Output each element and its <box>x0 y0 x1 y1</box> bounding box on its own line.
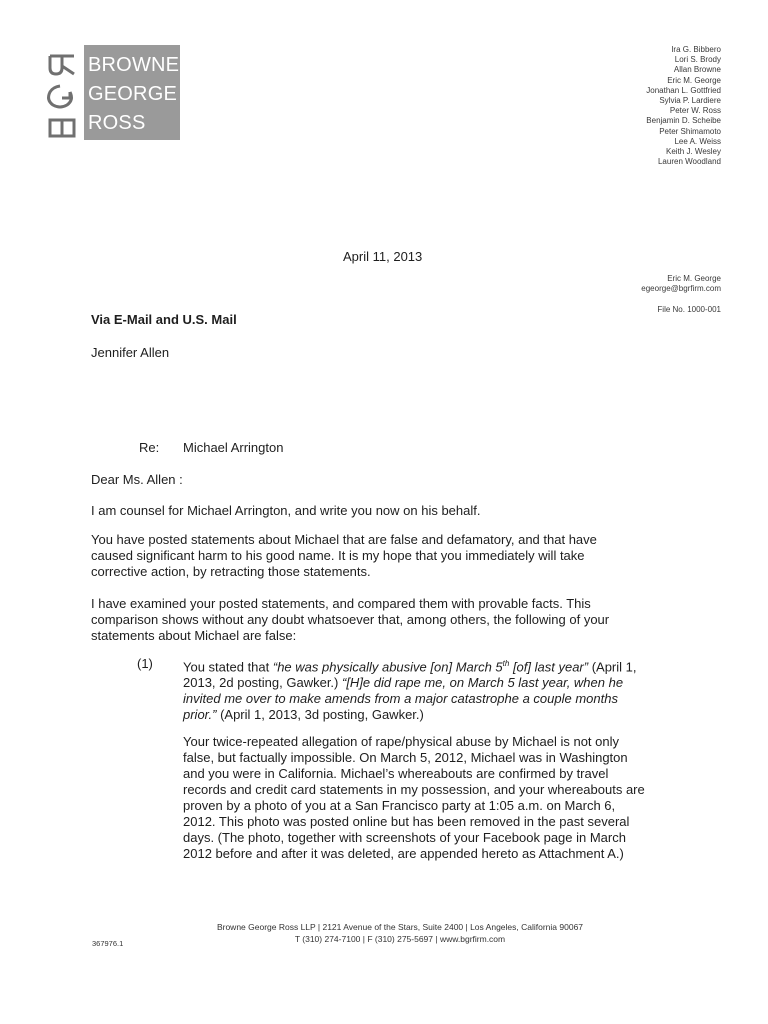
paragraph-line: 2012. This photo was posted online but has been removed in the past several <box>183 814 630 829</box>
partner-name: Jonathan L. Gottfried <box>646 85 721 95</box>
firm-name-line-2: GEORGE <box>88 83 177 105</box>
paragraph-line: I have examined your posted statements, and compared them with provable facts. This <box>91 596 591 611</box>
partner-name: Sylvia P. Lardiere <box>659 96 721 106</box>
citation: (April 1, 2013, 3d posting, Gawker.) <box>216 707 424 723</box>
citation: 2013, 2d posting, Gawker.) <box>183 675 342 691</box>
firm-name-line-1: BROWNE <box>88 54 180 76</box>
paragraph-3 <box>91 596 691 644</box>
sender-name: Eric M. George <box>667 274 721 283</box>
letter-date: April 11, 2013 <box>343 249 423 264</box>
delivery-method: Via E-Mail and U.S. Mail <box>91 312 237 327</box>
re-subject: Michael Arrington <box>183 440 284 455</box>
partner-name: Keith J. Wesley <box>666 147 721 157</box>
paragraph-line: proven by a photo of you at a San Francisco party at 1:05 a.m. on March 6, <box>183 798 616 813</box>
partner-name: Lori S. Brody <box>674 55 721 65</box>
quote-text: invited me over to make amends from a major catastrophe a couple months <box>183 691 618 707</box>
firm-monogram-logo <box>40 44 82 140</box>
paragraph-line: I am counsel for Michael Arrington, and write you now on his behalf. <box>91 503 481 518</box>
quote-text: [of] last year” <box>509 659 589 675</box>
paragraph-line: 2012 before and after it was deleted, are appended hereto as Attachment A.) <box>183 846 624 861</box>
paragraph-line: and you were in California. Michael’s whereabouts are confirmed by travel <box>183 766 609 781</box>
partner-name: Benjamin D. Scheibe <box>646 116 721 126</box>
list-item-number: (1) <box>137 656 153 671</box>
partner-name: Eric M. George <box>667 75 721 85</box>
paragraph-line: You have posted statements about Michael that are false and defamatory, and that have <box>91 532 597 547</box>
quote-intro: You stated that <box>183 659 273 675</box>
paragraph-line: records and credit card statements in my possession, and your whereabouts are <box>183 782 645 797</box>
list-item-quote <box>183 656 683 723</box>
list-item-explanation <box>183 734 683 862</box>
paragraph-line: caused significant harm to his good name. It is my hope that you immediately will take <box>91 548 585 563</box>
quote-text: “[H]e did rape me, on March 5 last year, when he <box>341 675 624 691</box>
partner-name: Peter Shimamoto <box>659 126 721 136</box>
re-label: Re: <box>139 440 160 455</box>
sender-block <box>641 274 721 294</box>
paragraph-line: Your twice-repeated allegation of rape/physical abuse by Michael is not only <box>183 734 620 749</box>
paragraph-2 <box>91 532 691 580</box>
quote-text: “he was physically abusive [on] March 5 <box>272 659 503 675</box>
quote-superscript: th <box>502 659 510 668</box>
partners-list <box>541 45 721 167</box>
recipient-name: Jennifer Allen <box>91 345 170 360</box>
document-number: 367976.1 <box>92 939 124 948</box>
partner-name: Ira G. Bibbero <box>671 45 721 54</box>
sender-email: egeorge@bgrfirm.com <box>641 284 721 293</box>
paragraph-1 <box>91 503 691 519</box>
file-number: File No. 1000-001 <box>657 305 721 314</box>
paragraph-line: corrective action, by retracting those statements. <box>91 564 371 579</box>
partner-name: Peter W. Ross <box>669 106 721 116</box>
paragraph-line: statements about Michael are false: <box>91 628 297 643</box>
salutation: Dear Ms. Allen : <box>91 472 183 487</box>
partner-name: Allan Browne <box>673 65 721 75</box>
firm-name-line-3: ROSS <box>88 112 146 134</box>
paragraph-line: false, but factually impossible. On March 5, 2012, Michael was in Washington <box>183 750 628 765</box>
partner-name: Lauren Woodland <box>657 157 721 167</box>
citation: (April 1, <box>588 659 637 675</box>
quote-text: prior.” <box>183 707 217 723</box>
footer-contact: T (310) 274-7100 | F (310) 275-5697 | www.bgrfirm.com <box>294 934 506 944</box>
paragraph-line: comparison shows without any doubt whatsoever that, among others, the following of your <box>91 612 610 627</box>
partner-name: Lee A. Weiss <box>674 136 721 146</box>
paragraph-line: days. (The photo, together with screenshots of your Facebook page in March <box>183 830 626 845</box>
firm-name-logo <box>84 45 180 140</box>
footer-address: Browne George Ross LLP | 2121 Avenue of the Stars, Suite 2400 | Los Angeles, California 90067 <box>216 922 584 932</box>
